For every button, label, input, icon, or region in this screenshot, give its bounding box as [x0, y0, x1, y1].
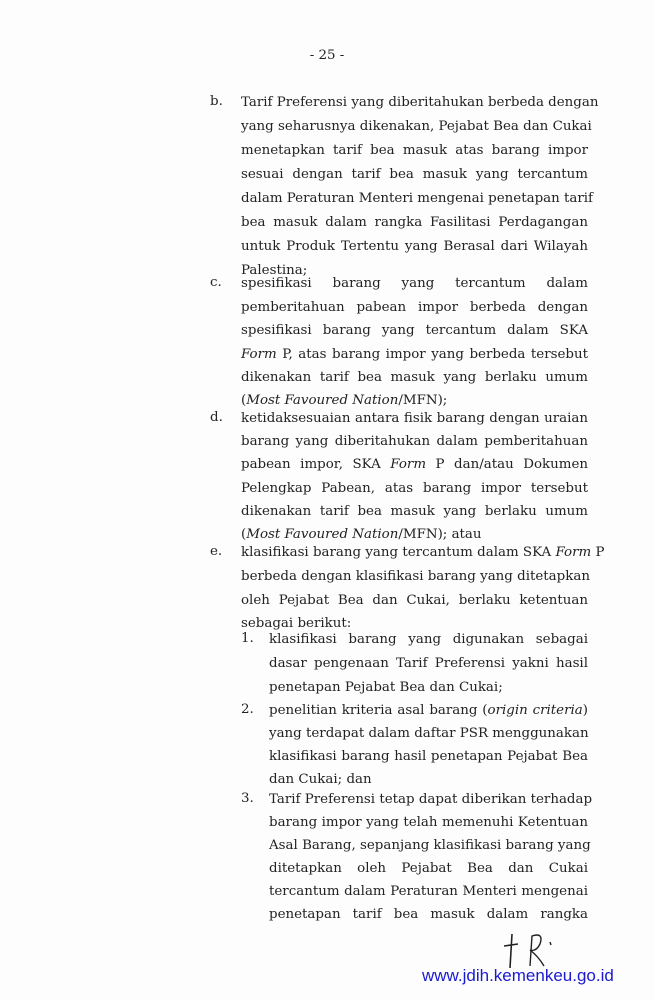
text-line	[241, 275, 588, 293]
text-segment: pemberitahuan pabean impor berbeda dengan	[241, 300, 588, 315]
text-line	[241, 392, 447, 410]
text-line	[241, 142, 588, 160]
text-segment: )	[582, 703, 588, 718]
text-line	[241, 526, 482, 544]
text-segment: dasar pengenaan Tarif Preferensi yakni hasil	[269, 656, 588, 671]
text-segment: spesifikasi barang yang tercantum dalam	[241, 276, 588, 291]
text-segment: bea masuk dalam rangka Fasilitasi Perdagangan	[241, 215, 588, 230]
text-segment: barang yang diberitahukan dalam pemberitahuan	[241, 434, 588, 449]
text-line	[269, 883, 588, 901]
text-line	[241, 166, 588, 184]
text-segment: tercantum dalam Peraturan Menteri mengenai	[269, 884, 588, 899]
text-segment: P	[591, 545, 605, 560]
text-segment: dalam Peraturan Menteri mengenai penetapan tarif	[241, 191, 594, 206]
italic-term: origin criteria	[487, 703, 583, 718]
text-segment: /MFN); atau	[398, 527, 482, 542]
text-line	[241, 322, 588, 340]
footer-url-link[interactable]: www.jdih.kemenkeu.go.id	[422, 966, 614, 985]
text-segment: berbeda dengan klasifikasi barang yang ditetapkan	[241, 569, 590, 584]
text-line	[241, 299, 588, 317]
text-segment: Asal Barang, sepanjang klasifikasi barang yang	[269, 838, 591, 853]
text-line	[241, 214, 588, 232]
text-line	[269, 814, 588, 832]
text-segment: yang terdapat dalam daftar PSR menggunakan	[269, 726, 589, 741]
text-segment: untuk Produk Tertentu yang Berasal dari Wilayah	[241, 239, 588, 254]
text-segment: sesuai dengan tarif bea masuk yang tercantum	[241, 167, 588, 182]
text-line	[241, 503, 588, 521]
text-segment: klasifikasi barang yang tercantum dalam SKA	[241, 545, 556, 560]
list-item-label: d.	[210, 410, 223, 425]
text-segment: Tarif Preferensi yang diberitahukan berbeda dengan	[241, 95, 599, 110]
text-segment: barang impor yang telah memenuhi Ketentuan	[269, 815, 588, 830]
text-line	[241, 456, 588, 474]
text-segment: /MFN);	[398, 393, 448, 408]
italic-term: Form	[390, 457, 427, 472]
text-line	[269, 906, 588, 924]
text-line	[269, 860, 588, 878]
text-line	[241, 94, 599, 112]
text-segment: penelitian kriteria asal barang (	[269, 703, 488, 718]
text-segment: ditetapkan oleh Pejabat Bea dan Cukai	[269, 861, 588, 876]
paraf-signature	[500, 930, 580, 970]
text-segment: penetapan tarif bea masuk dalam rangka	[269, 907, 588, 922]
list-item-label: b.	[210, 94, 223, 109]
list-item-label: 3.	[241, 791, 254, 806]
text-line	[241, 480, 588, 498]
text-line	[241, 238, 588, 256]
text-segment: ketidaksesuaian antara fisik barang dengan uraian	[241, 411, 588, 426]
text-segment: menetapkan tarif bea masuk atas barang impor	[241, 143, 588, 158]
text-line	[241, 592, 588, 610]
text-segment: sebagai berikut:	[241, 616, 352, 631]
list-item-label: 1.	[241, 631, 254, 646]
text-segment: oleh Pejabat Bea dan Cukai, berlaku ketentuan	[241, 593, 588, 608]
list-item-label: e.	[210, 544, 223, 559]
text-segment: klasifikasi barang yang digunakan sebagai	[269, 632, 588, 647]
text-line	[269, 771, 372, 789]
italic-term: Most Favoured Nation	[246, 393, 399, 408]
text-segment: Tarif Preferensi tetap dapat diberikan terhadap	[269, 792, 593, 807]
text-segment: klasifikasi barang hasil penetapan Pejabat Bea	[269, 749, 588, 764]
text-segment: Pelengkap Pabean, atas barang impor tersebut	[241, 481, 588, 496]
text-line	[241, 369, 588, 387]
text-line	[269, 655, 588, 673]
text-line	[241, 568, 588, 586]
text-line	[269, 837, 591, 855]
text-line	[241, 346, 588, 364]
text-segment: P dan/atau Dokumen	[426, 457, 588, 472]
italic-term: Form	[241, 347, 277, 362]
text-segment: (	[241, 393, 247, 408]
text-segment: dikenakan tarif bea masuk yang berlaku umum	[241, 504, 588, 519]
italic-term: Most Favoured Nation	[246, 527, 399, 542]
text-line	[269, 702, 588, 720]
text-line	[241, 544, 605, 562]
text-line	[269, 679, 503, 697]
text-segment: dan Cukai; dan	[269, 772, 372, 787]
page-number: - 25 -	[309, 48, 345, 63]
text-segment: P, atas barang impor yang berbeda tersebut	[276, 347, 588, 362]
text-segment: dikenakan tarif bea masuk yang berlaku umum	[241, 370, 588, 385]
text-line	[269, 631, 588, 649]
list-item-label: c.	[210, 275, 222, 290]
italic-term: Form	[555, 545, 592, 560]
text-segment: Palestina;	[241, 263, 308, 278]
text-line	[241, 410, 588, 428]
text-segment: spesifikasi barang yang tercantum dalam SKA	[241, 323, 588, 338]
text-line	[269, 725, 588, 743]
text-segment: (	[241, 527, 247, 542]
list-item-label: 2.	[241, 702, 254, 717]
text-line	[241, 433, 588, 451]
text-segment: pabean impor, SKA	[241, 457, 391, 472]
text-line	[241, 118, 592, 136]
text-line	[269, 791, 593, 809]
text-segment: yang seharusnya dikenakan, Pejabat Bea dan Cukai	[241, 119, 592, 134]
text-segment: penetapan Pejabat Bea dan Cukai;	[269, 680, 503, 695]
text-line	[241, 190, 594, 208]
text-line	[269, 748, 588, 766]
